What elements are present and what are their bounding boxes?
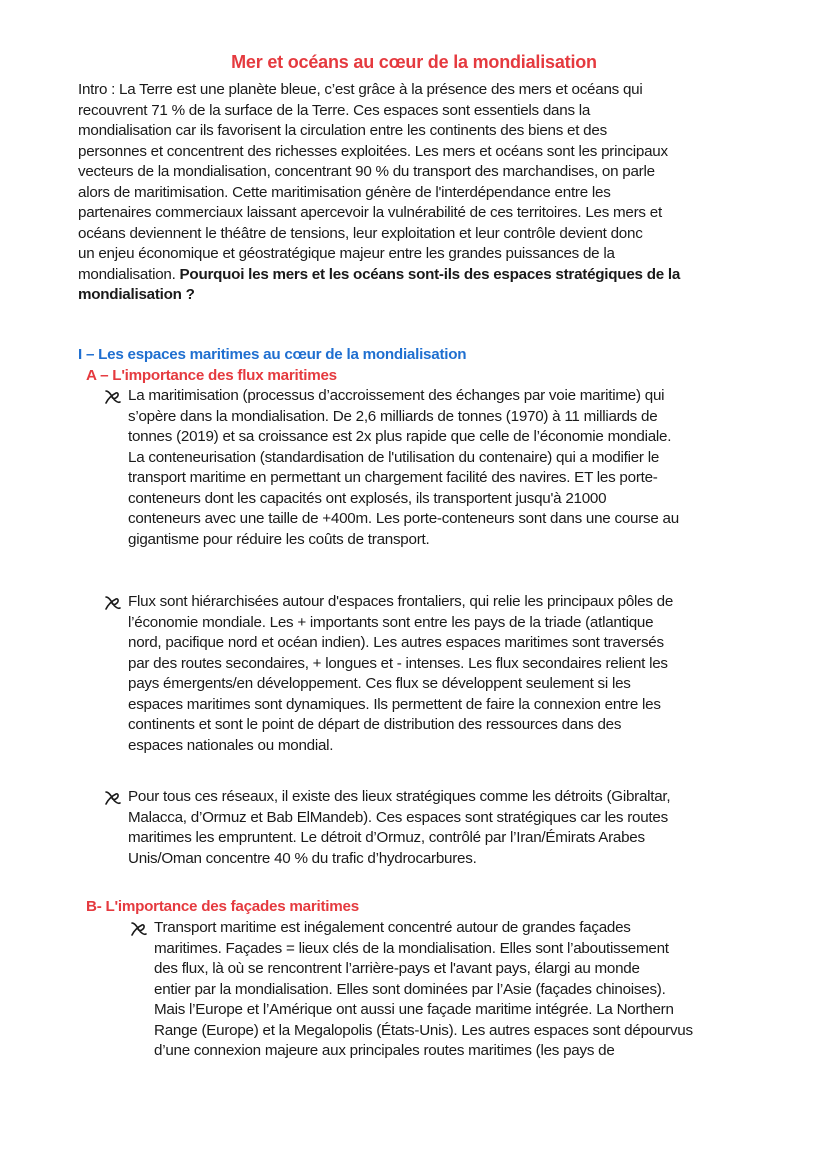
subsection-heading-b: B- L'importance des façades maritimes xyxy=(86,898,359,915)
bullet-line: gigantisme pour réduire les coûts de transport. xyxy=(128,530,430,548)
bullet-line: Malacca, d’Ormuz et Bab ElMandeb). Ces espaces sont stratégiques car les routes xyxy=(128,808,668,826)
bullet-text xyxy=(128,592,673,756)
wingdings-loop-bullet-icon xyxy=(104,790,122,806)
bullet-line: Pour tous ces réseaux, il existe des lieux stratégiques comme les détroits (Gibraltar, xyxy=(128,788,671,805)
bullet-line: pays émergents/en développement. Ces flux se développent seulement si les xyxy=(128,675,631,692)
wingdings-loop-bullet-icon xyxy=(130,921,148,937)
bullet-line: par des routes secondaires, + longues et - intenses. Les flux secondaires relient les xyxy=(128,654,668,672)
bullet-line: Flux sont hiérarchisées autour d'espaces frontaliers, qui relie les principaux pôles de xyxy=(128,593,674,610)
intro-line: alors de maritimisation. Cette maritimisation génère de l'interdépendance entre les xyxy=(78,183,611,201)
bullet-line: continents et sont le point de départ de distribution des ressources dans des xyxy=(128,716,622,733)
wingdings-loop-bullet-icon xyxy=(104,389,122,405)
bullet-line: conteneurs dont les capacités ont explosés, ils transportent jusqu'à 21000 xyxy=(128,489,607,507)
subsection-heading-a: A – L'importance des flux maritimes xyxy=(86,367,337,384)
intro-line: Intro : La Terre est une planète bleue, c’est grâce à la présence des mers et océans qui xyxy=(78,81,643,98)
bullet-text xyxy=(128,386,679,550)
bullet-line: Mais l’Europe et l’Amérique ont aussi une façade maritime intégrée. La Northern xyxy=(154,1001,674,1018)
problematic-question: Pourquoi les mers et les océans sont-ils des espaces stratégiques de la xyxy=(179,265,681,283)
bullet-line: entier par la mondialisation. Elles sont dominées par l’Asie (façades chinoises). xyxy=(154,980,666,998)
bullet-line: d’une connexion majeure aux principales routes maritimes (les pays de xyxy=(154,1042,615,1059)
bullet-line: maritimes les empruntent. Le détroit d’Ormuz, contrôlé par l’Iran/Émirats Arabes xyxy=(128,829,645,846)
bullet-item xyxy=(104,787,671,869)
bullet-line: Unis/Oman concentre 40 % du trafic d’hydrocarbures. xyxy=(128,849,477,867)
bullet-line: l’économie mondiale. Les + importants sont entre les pays de la triade (atlantique xyxy=(128,613,654,631)
section-heading-1: I – Les espaces maritimes au cœur de la mondialisation xyxy=(78,346,467,363)
bullet-line: nord, pacifique nord et océan indien). Les autres espaces maritimes sont traversés xyxy=(128,634,664,651)
intro-line: partenaires commerciaux laissant apercevoir la vulnérabilité de ces territoires. Les mers et xyxy=(78,204,662,221)
intro-line: océans deviennent le théâtre de tensions, leur exploitation et leur contrôle devient donc xyxy=(78,224,643,242)
intro-line: personnes et concentrent des richesses exploitées. Les mers et océans sont les principaux xyxy=(78,142,668,160)
document-title: Mer et océans au cœur de la mondialisation xyxy=(231,52,597,72)
intro-paragraph xyxy=(78,80,680,306)
bullet-line: tonnes (2019) et sa croissance est 2x plus rapide que celle de l’économie mondiale. xyxy=(128,428,672,445)
bullet-line: conteneurs avec une taille de +400m. Les porte-conteneurs sont dans une course au xyxy=(128,510,679,527)
bullet-line: espaces nationales ou mondial. xyxy=(128,736,334,754)
bullet-line: Range (Europe) et la Megalopolis (États-Unis). Les autres espaces sont dépourvus xyxy=(154,1021,693,1039)
bullet-line: transport maritime en permettant un chargement facilité des navires. ET les porte- xyxy=(128,469,658,486)
problematic-question-end: mondialisation ? xyxy=(78,286,195,303)
intro-text: mondialisation. xyxy=(78,265,180,283)
bullet-text xyxy=(154,918,693,1062)
intro-line xyxy=(78,265,680,286)
bullet-item xyxy=(130,918,693,1062)
bullet-item xyxy=(104,386,679,550)
bullet-line: La conteneurisation (standardisation de l'utilisation du contenaire) qui a modifier le xyxy=(128,448,660,466)
bullet-line: s’opère dans la mondialisation. De 2,6 milliards de tonnes (1970) à 11 milliards de xyxy=(128,407,658,425)
bullet-line: espaces maritimes sont dynamiques. Ils permettent de faire la connexion entre les xyxy=(128,695,661,713)
bullet-line: maritimes. Façades = lieux clés de la mondialisation. Elles sont l’aboutissement xyxy=(154,939,669,957)
wingdings-loop-bullet-icon xyxy=(104,595,122,611)
bullet-text xyxy=(128,787,670,869)
bullet-line: des flux, là où se rencontrent l’arrière-pays et l'avant pays, élargi au monde xyxy=(154,960,640,977)
bullet-item xyxy=(104,592,674,756)
intro-line: vecteurs de la mondialisation, concentrant 90 % du transport des marchandises, on parle xyxy=(78,163,655,180)
intro-line: mondialisation car ils favorisent la circulation entre les continents des biens et des xyxy=(78,122,607,139)
intro-line: un enjeu économique et géostratégique majeur entre les grandes puissances de la xyxy=(78,245,615,262)
intro-line: recouvrent 71 % de la surface de la Terre. Ces espaces sont essentiels dans la xyxy=(78,101,591,119)
bullet-line: Transport maritime est inégalement concentré autour de grandes façades xyxy=(154,919,631,936)
bullet-line: La maritimisation (processus d’accroissement des échanges par voie maritime) qui xyxy=(128,387,665,404)
